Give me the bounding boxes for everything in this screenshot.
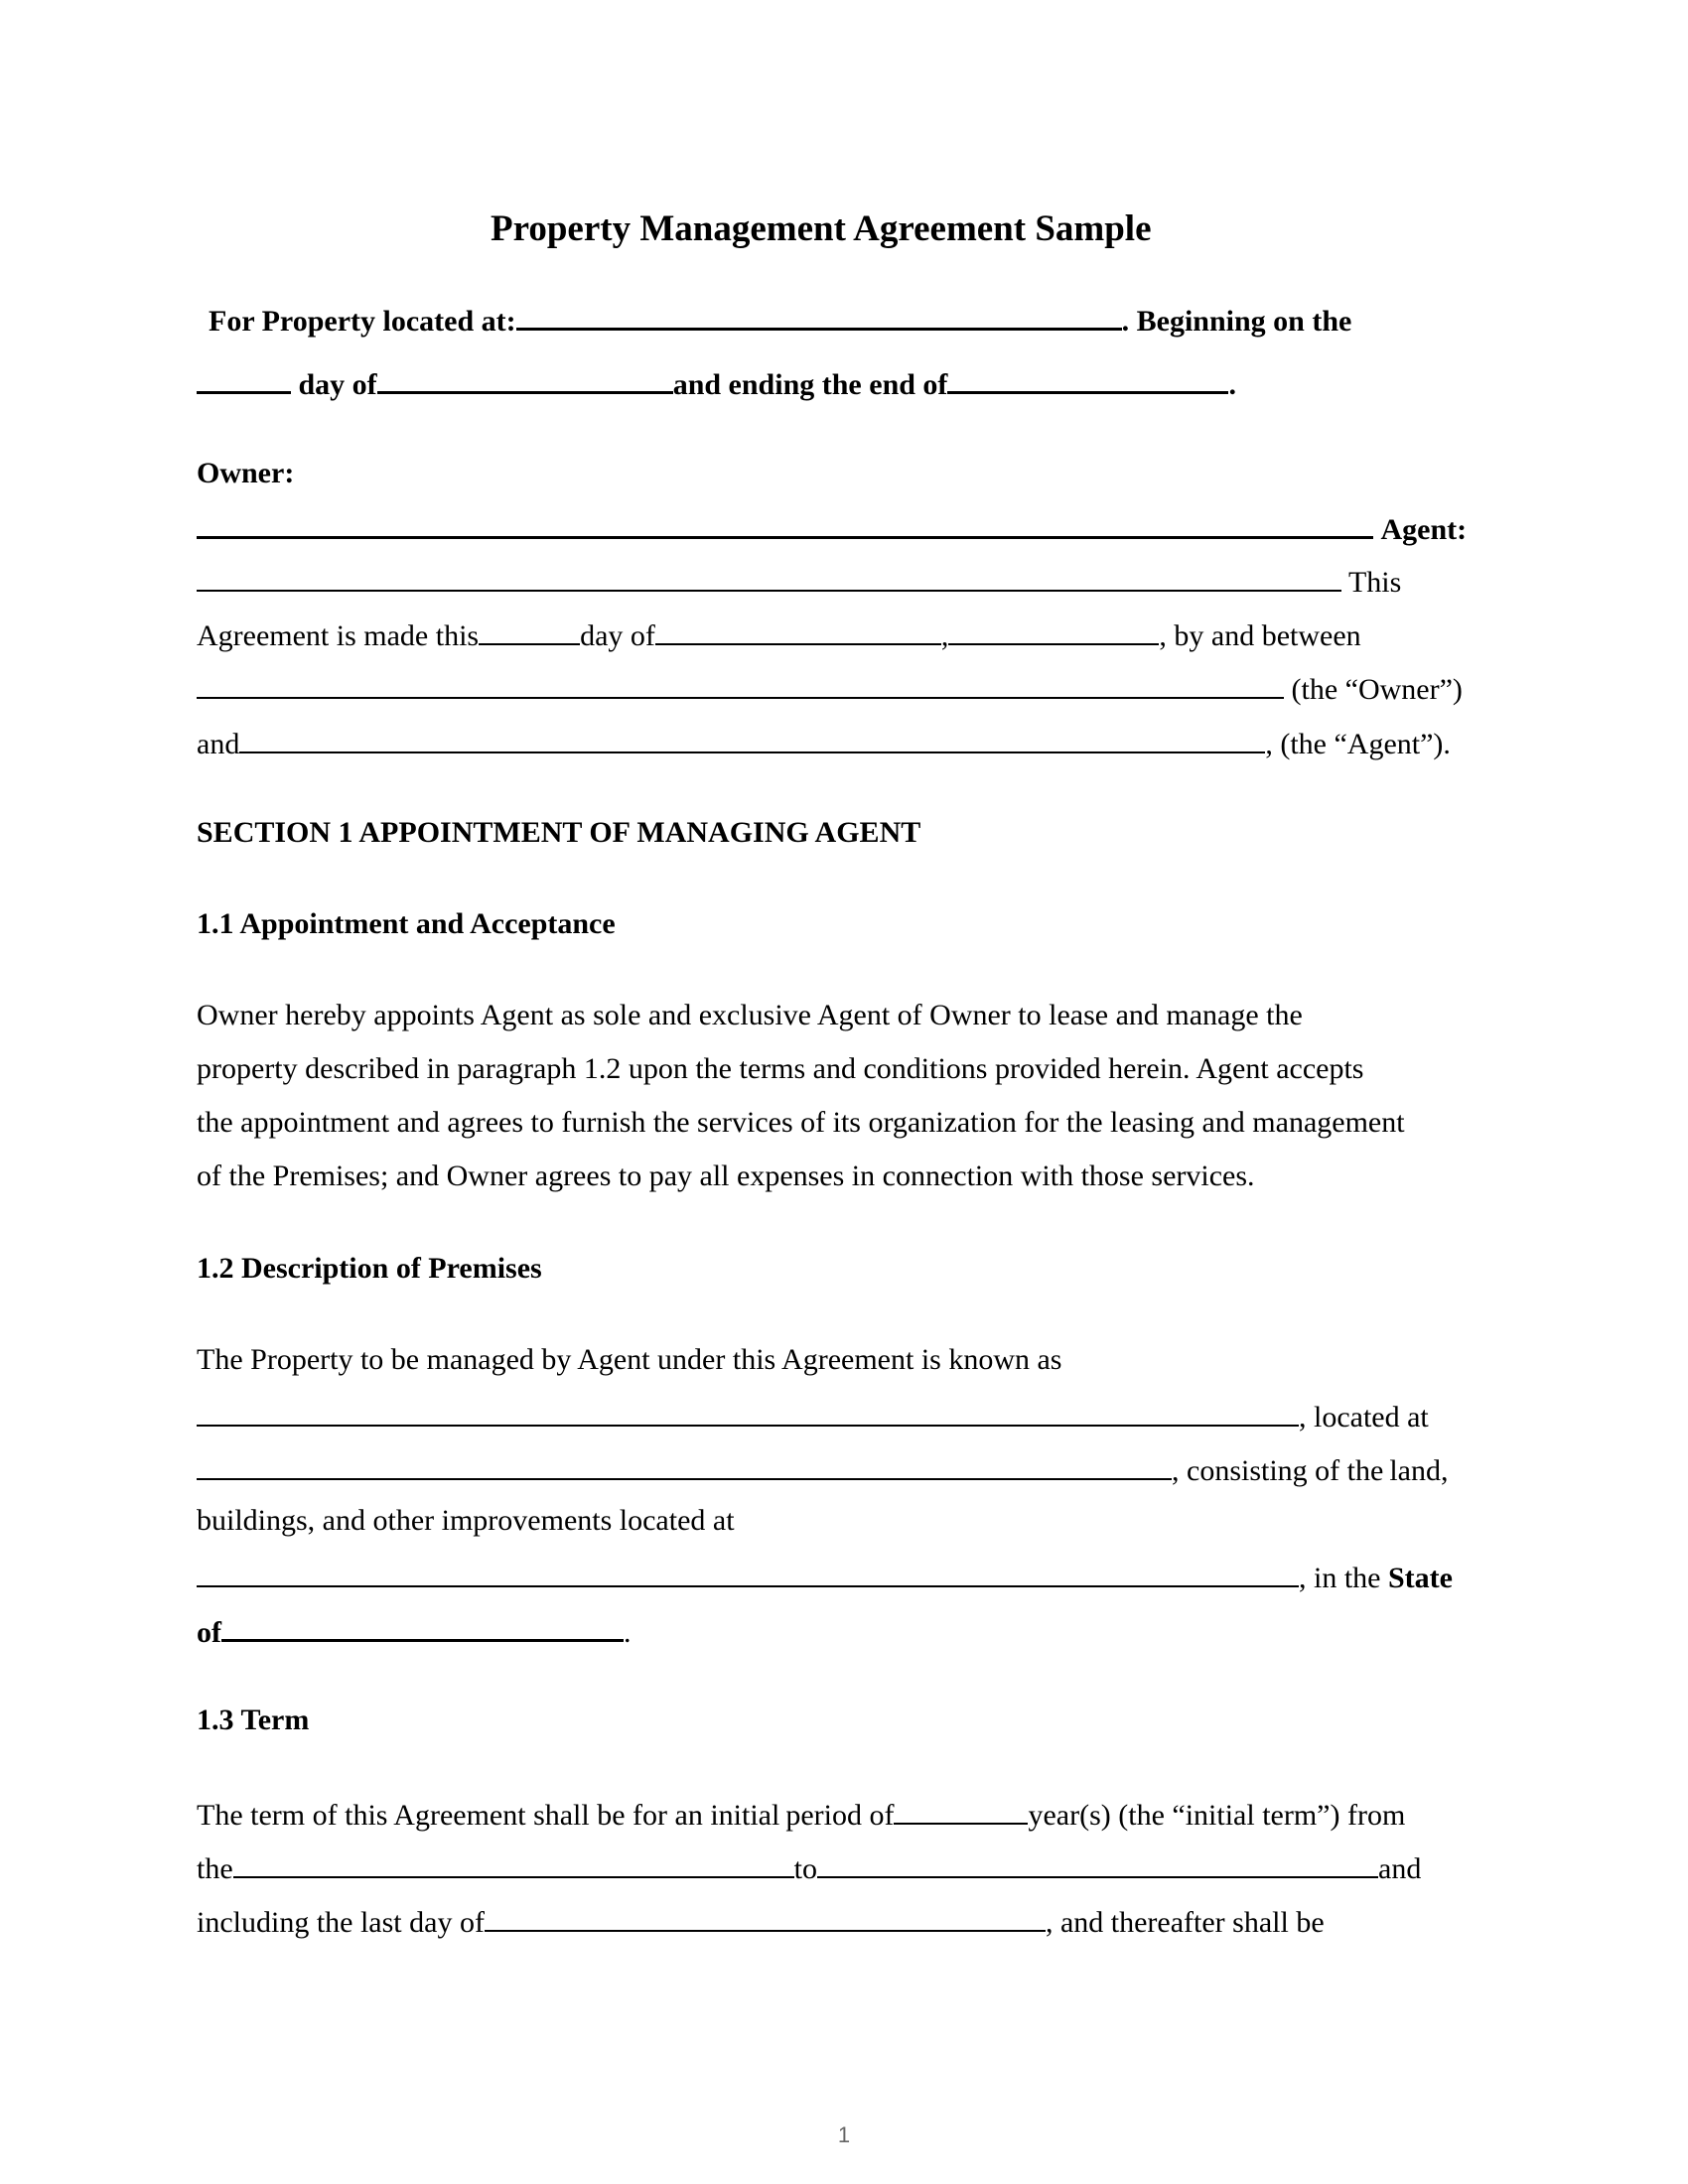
owner-name-blank[interactable] — [197, 510, 1373, 539]
section-1-heading: SECTION 1 APPOINTMENT OF MANAGING AGENT — [197, 816, 921, 849]
paragraph-line: Owner hereby appoints Agent as sole and exclusive Agent of Owner to lease and manage the — [197, 999, 1303, 1031]
the-word: the — [197, 1852, 233, 1885]
of-word: of — [197, 1616, 221, 1649]
property-location-line — [209, 302, 1351, 337]
document-title: Property Management Agreement Sample — [491, 208, 1152, 249]
term-dates-line — [197, 365, 1236, 400]
improvements-location-blank[interactable] — [197, 1560, 1299, 1587]
term-line-2 — [197, 1850, 1421, 1884]
thereafter-label: , and thereafter shall be — [1045, 1906, 1325, 1939]
paragraph-line: of the Premises; and Owner agrees to pay all expenses in connection with those services. — [197, 1160, 1255, 1192]
property-name-line — [197, 1399, 1429, 1433]
premises-address-blank[interactable] — [197, 1452, 1172, 1480]
agent-name-line — [197, 564, 1401, 598]
and-word: and — [197, 728, 240, 760]
paragraph-line: property described in paragraph 1.2 upon the terms and conditions provided herein. Agent accepts — [197, 1052, 1364, 1085]
term-line-1 — [197, 1797, 1405, 1831]
owner-label: Owner: — [197, 457, 295, 489]
owner-party-line — [197, 671, 1463, 705]
property-name-blank[interactable] — [197, 1399, 1299, 1427]
located-at-label: , located at — [1299, 1401, 1429, 1433]
owner-name-line — [197, 510, 1467, 545]
and-word: and — [1378, 1852, 1422, 1885]
comma: , — [940, 619, 949, 652]
state-line — [197, 1613, 632, 1648]
period: . — [1228, 368, 1236, 401]
section-1-1-heading: 1.1 Appointment and Acceptance — [197, 907, 616, 940]
end-month-blank[interactable] — [947, 365, 1228, 394]
ending-label: and ending the end of — [672, 368, 948, 401]
agreement-day-blank[interactable] — [479, 617, 580, 645]
the-owner-label: (the “Owner”) — [1291, 673, 1463, 706]
start-month-blank[interactable] — [377, 365, 673, 394]
term-start-blank[interactable] — [233, 1850, 794, 1878]
located-label: For Property located at: — [209, 305, 516, 338]
made-this-label: Agreement is made this — [197, 619, 480, 652]
property-address-blank[interactable] — [516, 302, 1122, 331]
day-of-label: day of — [580, 619, 655, 652]
page-number: 1 — [837, 2122, 851, 2147]
agent-label: Agent: — [1380, 513, 1468, 546]
agreement-date-line — [197, 617, 1361, 651]
term-end-blank[interactable] — [817, 1850, 1378, 1878]
including-last-day-label: including the last day of — [197, 1906, 485, 1939]
agent-party-blank[interactable] — [239, 726, 1265, 753]
to-word: to — [793, 1852, 817, 1885]
start-day-blank[interactable] — [197, 365, 291, 394]
the-agent-label: , (the “Agent”). — [1265, 728, 1451, 760]
owner-party-blank[interactable] — [197, 671, 1284, 699]
premises-intro-line: The Property to be managed by Agent under this Agreement is known as — [197, 1343, 1062, 1376]
term-years-blank[interactable] — [894, 1797, 1028, 1825]
beginning-label: . Beginning on the — [1121, 305, 1352, 338]
initial-period-label: The term of this Agreement shall be for an initial period of — [197, 1799, 895, 1832]
period: . — [624, 1616, 632, 1649]
property-address-line — [197, 1452, 1448, 1486]
agent-party-line — [197, 726, 1451, 759]
paragraph-line: the appointment and agrees to furnish the services of its organization for the leasing and management — [197, 1106, 1405, 1139]
term-last-day-blank[interactable] — [485, 1904, 1046, 1932]
by-and-between-label: , by and between — [1159, 619, 1361, 652]
section-1-3-heading: 1.3 Term — [197, 1704, 310, 1736]
initial-term-label: year(s) (the “initial term”) from — [1028, 1799, 1406, 1832]
improvements-location-line — [197, 1560, 1453, 1593]
agreement-year-blank[interactable] — [948, 617, 1159, 645]
section-1-2-heading: 1.2 Description of Premises — [197, 1252, 542, 1285]
state-blank[interactable] — [221, 1613, 624, 1642]
in-the-label: , in the — [1299, 1562, 1381, 1594]
agent-name-blank[interactable] — [197, 564, 1341, 592]
term-line-3 — [197, 1904, 1325, 1938]
buildings-line: buildings, and other improvements located at — [197, 1504, 735, 1537]
agreement-month-blank[interactable] — [655, 617, 941, 645]
this-word: This — [1347, 566, 1402, 599]
day-of-label: day of — [298, 368, 377, 401]
consisting-of-label: , consisting of the land, — [1172, 1454, 1449, 1487]
state-word: State — [1388, 1562, 1453, 1594]
